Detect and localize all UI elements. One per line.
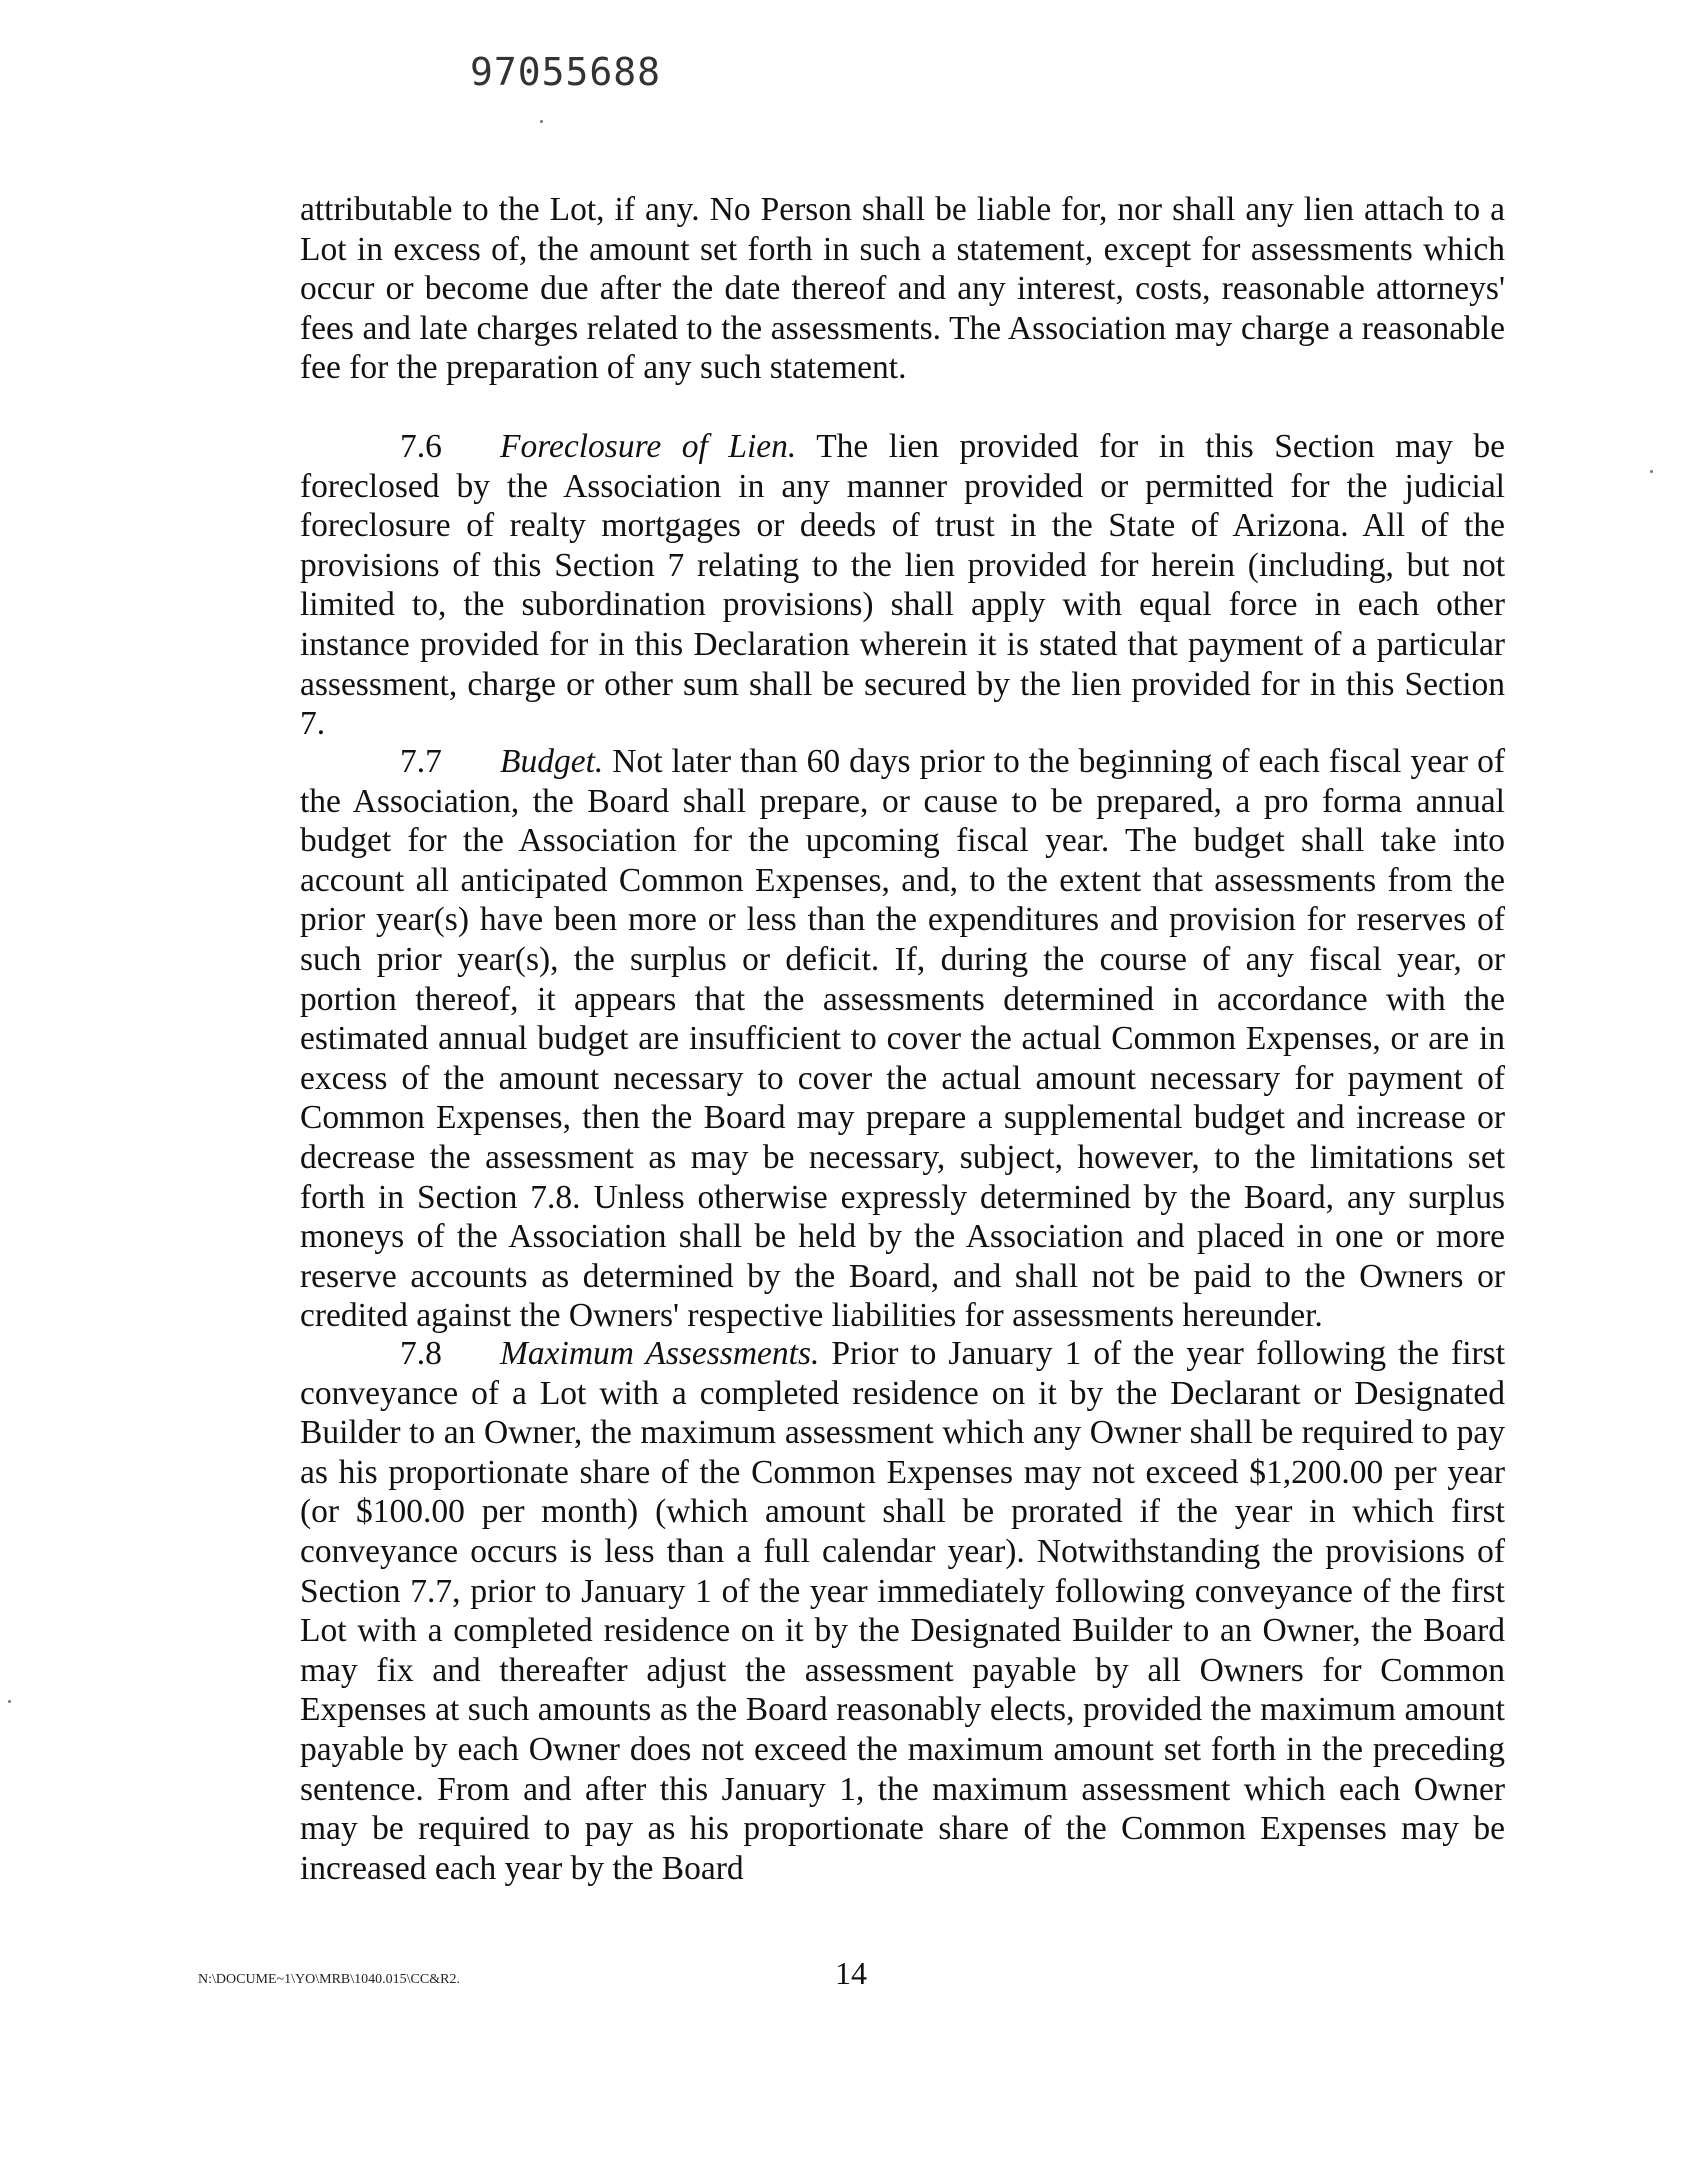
scan-speck (8, 1700, 11, 1703)
section-text: Prior to January 1 of the year following the first conveyance of a Lot with a completed residence on it by the Declarant or Designated Builder to an Owner, the maximum assessment which any Owner shall be required to pay as his proportionate share of the Common Expenses may not exceed $1,200.00 per year (or $100.00 per month) (which amount shall be prorated if the year in which first conveyance occurs is less than a full calendar year). Notwithstanding the provisions of Section 7.7, prior to January 1 of the year immediately following conveyance of the first Lot with a completed residence on it by the Designated Builder to an Owner, the Board may fix and thereafter adjust the assessment payable by all Owners for Common Expenses at such amounts as the Board reasonably elects, provided the maximum amount payable by each Owner does not exceed the maximum amount set forth in the preceding sentence. From and after this January 1, the maximum assessment which each Owner may be required to pay as his proportionate share of the Common Expenses may be increased each year by the Board (300, 1335, 1505, 1887)
section-number: 7.7 (400, 743, 442, 780)
scan-speck (540, 120, 543, 123)
section-number: 7.8 (400, 1335, 442, 1372)
section-7-8 (300, 1334, 1505, 1888)
section-title: Foreclosure of Lien. (500, 428, 797, 465)
paragraph-continuation (300, 190, 1505, 388)
section-number: 7.6 (400, 428, 442, 465)
section-title: Maximum Assessments. (500, 1335, 820, 1372)
section-7-7 (300, 742, 1505, 1336)
section-7-6 (300, 427, 1505, 744)
section-text: The lien provided for in this Section may be foreclosed by the Association in any manner provided or permitted for the judicial foreclosure of realty mortgages or deeds of trust in the State of Arizona. All of the provisions of this Section 7 relating to the lien provided for herein (including, but not limited to, the subordination provisions) shall apply with equal force in each other instance provided for in this Declaration wherein it is stated that payment of a particular assessment, charge or other sum shall be secured by the lien provided for in this Section 7. (300, 428, 1506, 743)
paragraph-text: attributable to the Lot, if any. No Person shall be liable for, nor shall any lien attach to a Lot in excess of, the amount set forth in such a statement, except for assessments which occur or become due after the date thereof and any interest, costs, reasonable attorneys' fees and late charges related to the assessments. The Association may charge a reasonable fee for the preparation of any such statement. (300, 191, 1505, 387)
section-title: Budget. (500, 743, 604, 780)
section-text: Not later than 60 days prior to the beginning of each fiscal year of the Association, the Board shall prepare, or cause to be prepared, a pro forma annual budget for the Association for the upcoming fiscal year. The budget shall take into account all anticipated Common Expenses, and, to the extent that assessments from the prior year(s) have been more or less than the expenditures and provision for reserves of such prior year(s), the surplus or deficit. If, during the course of any fiscal year, or portion thereof, it appears that the assessments determined in accordance with the estimated annual budget are insufficient to cover the actual Common Expenses, or are in excess of the amount necessary to cover the actual amount necessary for payment of Common Expenses, then the Board may prepare a supplemental budget and increase or decrease the assessment as may be necessary, subject, however, to the limitations set forth in Section 7.8. Unless otherwise expressly determined by the Board, any surplus moneys of the Association shall be held by the Association and placed in one or more reserve accounts as determined by the Board, and shall not be paid to the Owners or credited against the Owners' respective liabilities for assessments hereunder. (300, 743, 1505, 1335)
footer-file-path: N:\DOCUME~1\YO\MRB\1040.015\CC&R2. (198, 1972, 460, 1987)
document-stamp-number: 97055688 (470, 50, 662, 94)
scan-speck (1650, 470, 1653, 473)
page-number: 14 (835, 1955, 867, 1991)
